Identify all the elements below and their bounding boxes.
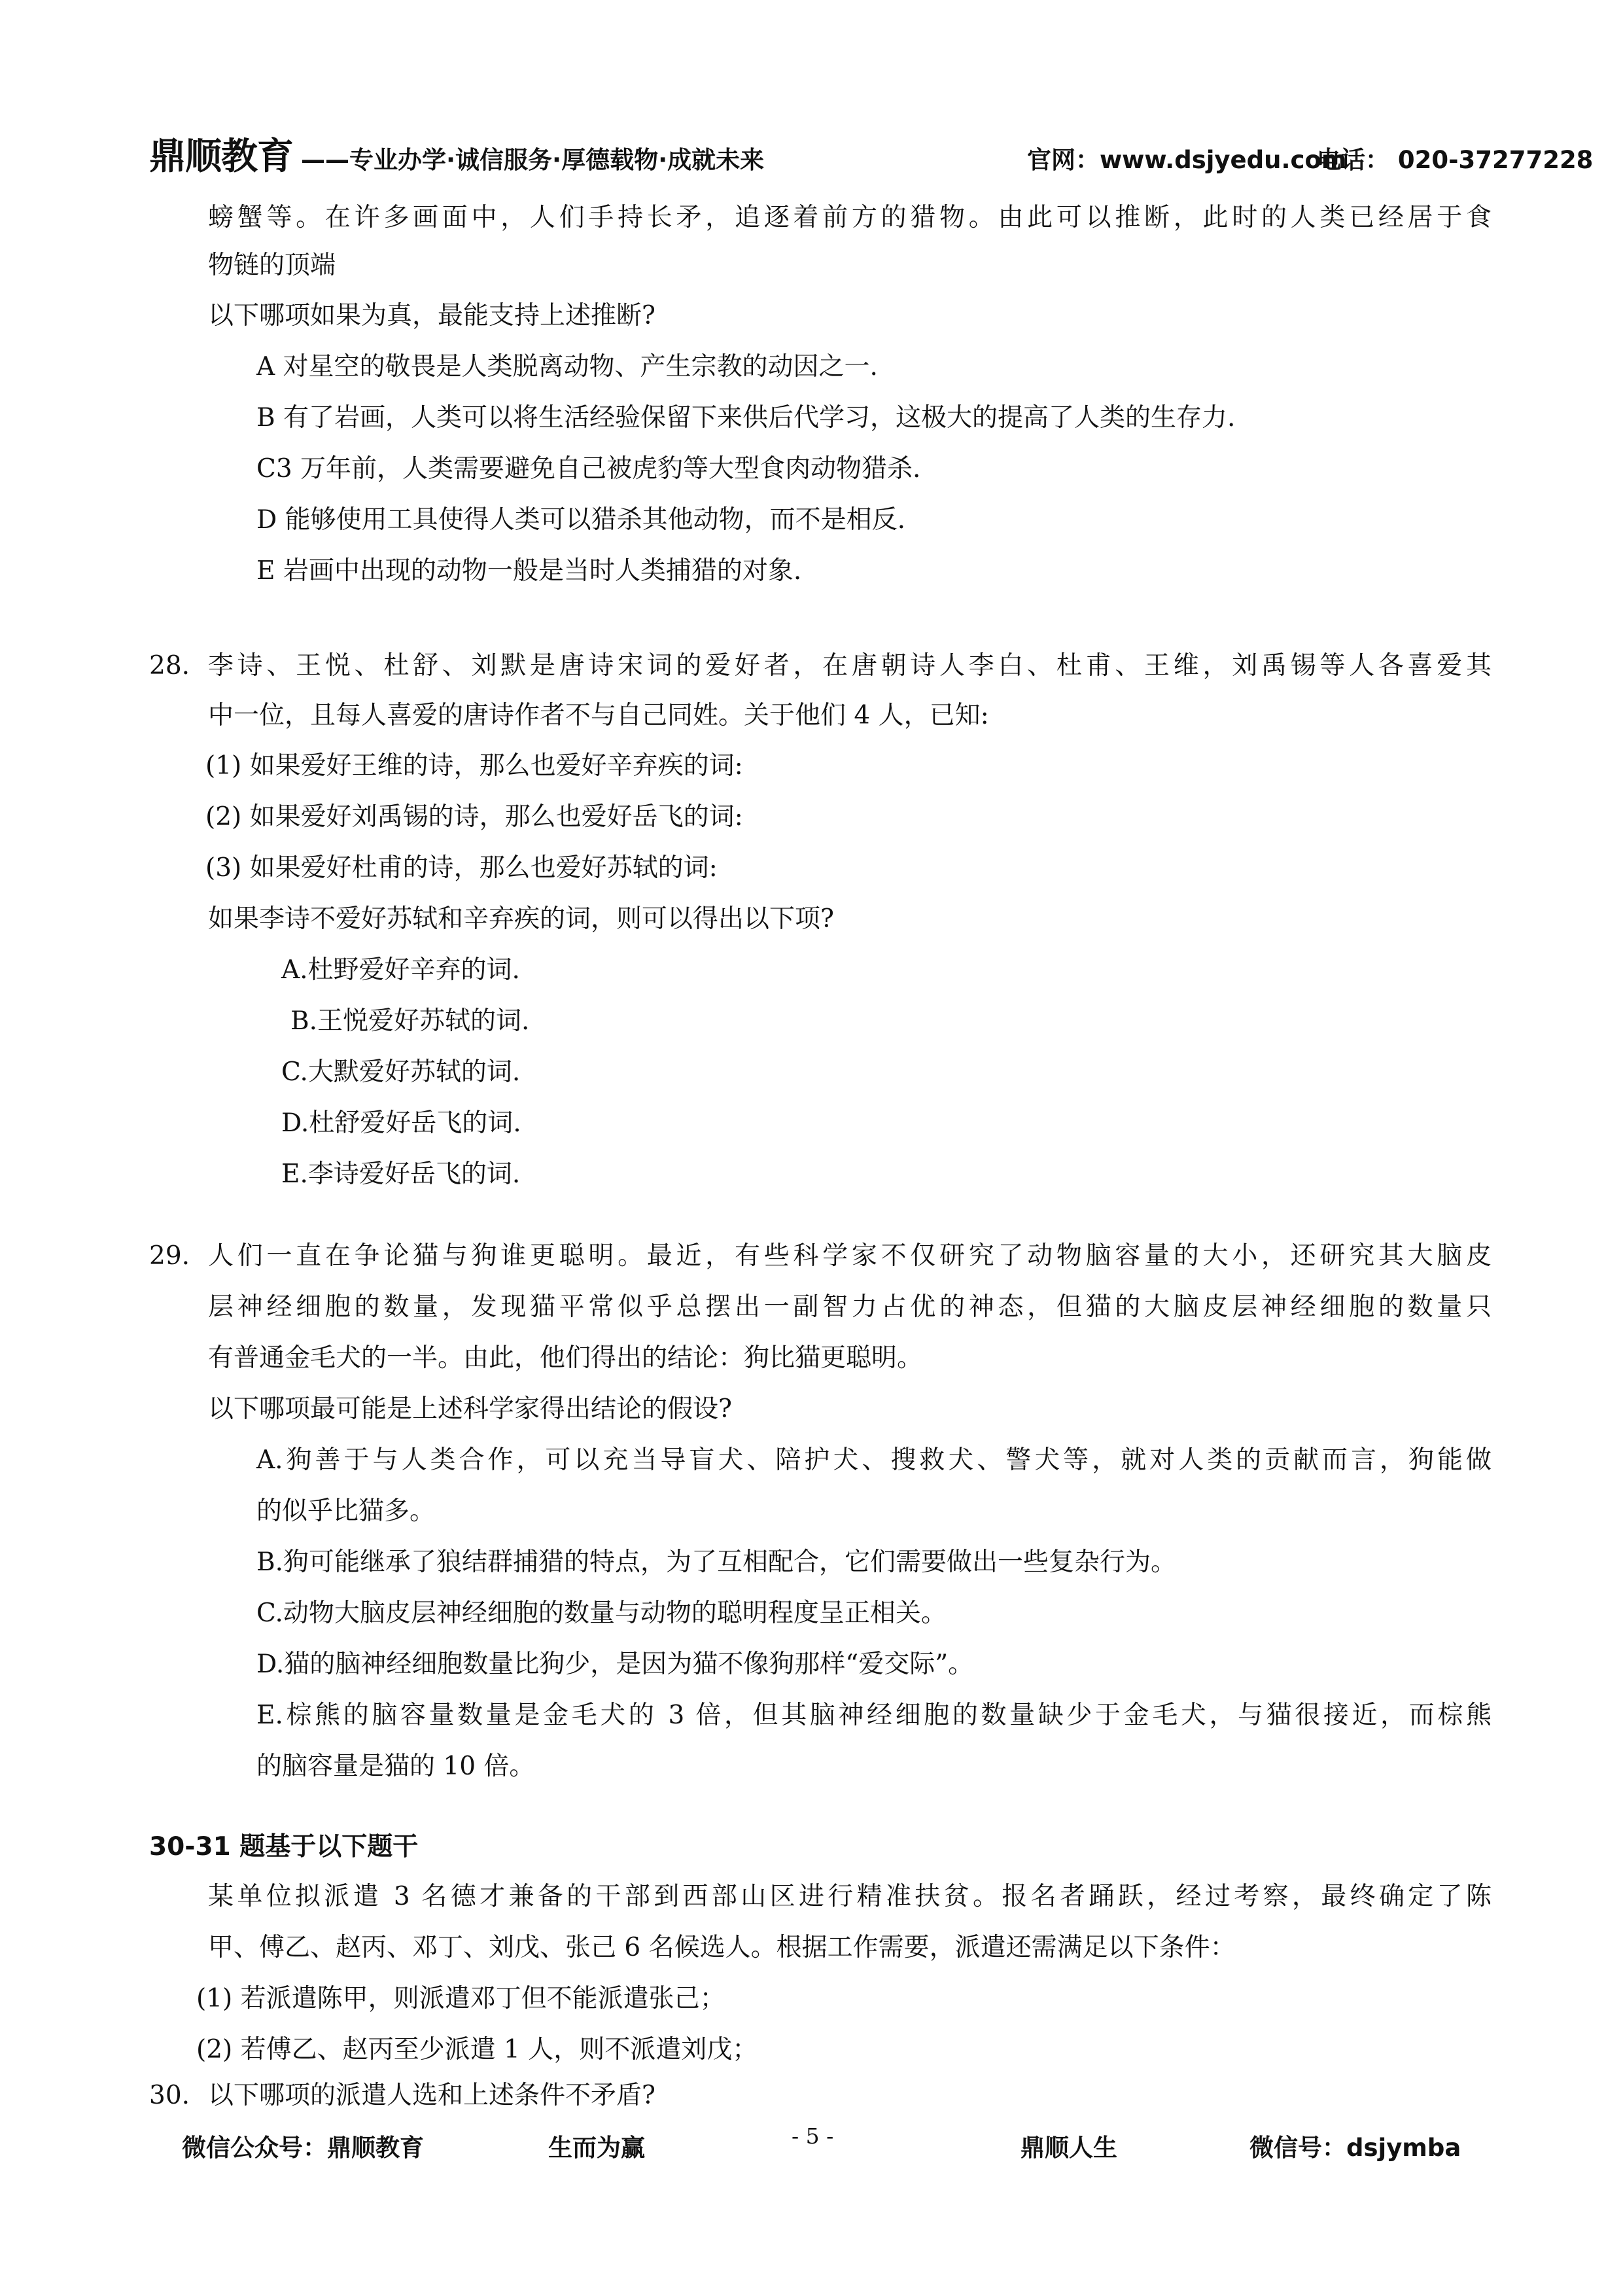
q28-text-line2: 中一位，且每人喜爱的唐诗作者不与自己同姓。关于他们 4 人，已知: — [208, 701, 989, 730]
q28-option-c: C.大默爱好苏轼的词. — [281, 1057, 521, 1087]
q28-option-b: B.王悦爱好苏轼的词. — [290, 1006, 530, 1036]
q28-number: 28. — [149, 651, 190, 680]
q29-text-line2: 层神经细胞的数量，发现猫平常似乎总摆出一副智力占优的神态，但猫的大脑皮层神经细胞的数量只 — [208, 1292, 1492, 1322]
q30-prompt: 以下哪项的派遣人选和上述条件不矛盾? — [208, 2081, 655, 2110]
q28-condition-3: (3) 如果爱好杜甫的诗，那么也爱好苏轼的词: — [205, 853, 718, 883]
q28-prompt: 如果李诗不爱好苏轼和辛弃疾的词，则可以得出以下项? — [208, 904, 834, 934]
q28-option-e: E.李诗爱好岳飞的词. — [281, 1159, 521, 1189]
q27-option-b: B 有了岩画，人类可以将生活经验保留下来供后代学习，这极大的提高了人类的生存力. — [256, 403, 1236, 433]
q27-option-d: D 能够使用工具使得人类可以猎杀其他动物，而不是相反. — [256, 505, 906, 535]
q29-option-a-line2: 的似乎比猫多。 — [256, 1496, 436, 1526]
q28-condition-2: (2) 如果爱好刘禹锡的诗，那么也爱好岳飞的词: — [205, 802, 743, 832]
q29-number: 29. — [149, 1241, 190, 1271]
website-link[interactable]: 官网：www.dsjyedu.com — [1027, 146, 1347, 174]
q28-text-line1: 李诗、王悦、杜舒、刘默是唐诗宋词的爱好者，在唐朝诗人李白、杜甫、王维，刘禹锡等人各喜爱其 — [208, 651, 1492, 680]
q30-31-condition-2: (2) 若傅乙、赵丙至少派遣 1 人，则不派遣刘戊； — [196, 2035, 758, 2064]
q29-option-e-line2: 的脑容量是猫的 10 倍。 — [256, 1752, 535, 1781]
q29-text-line1: 人们一直在争论猫与狗谁更聪明。最近，有些科学家不仅研究了动物脑容量的大小，还研究其大脑皮 — [208, 1241, 1492, 1271]
page-number: - 5 - — [792, 2123, 834, 2149]
q27-text-line1: 螃蟹等。在许多画面中，人们手持长矛，追逐着前方的猎物。由此可以推断，此时的人类已经居于食 — [208, 203, 1492, 232]
footer-wechat-public: 微信公众号：鼎顺教育 — [182, 2134, 424, 2162]
page-header — [149, 134, 1594, 180]
phone-number: 电话： 020-37277228 — [1317, 146, 1594, 174]
q27-option-a: A 对星空的敬畏是人类脱离动物、产生宗教的动因之一. — [256, 352, 878, 381]
brand-name: 鼎顺教育 — [149, 135, 293, 178]
q29-option-a-line1: A.狗善于与人类合作，可以充当导盲犬、陪护犬、搜救犬、警犬等，就对人类的贡献而言，狗能做 — [256, 1445, 1492, 1475]
q29-prompt: 以下哪项最可能是上述科学家得出结论的假设? — [208, 1394, 732, 1424]
footer-life: 鼎顺人生 — [1021, 2134, 1117, 2162]
q27-text-line2: 物链的顶端 — [208, 251, 336, 280]
q29-option-c: C.动物大脑皮层神经细胞的数量与动物的聪明程度呈正相关。 — [256, 1598, 947, 1628]
q28-condition-1: (1) 如果爱好王维的诗，那么也爱好辛弃疾的词: — [205, 751, 743, 781]
q29-text-line3: 有普通金毛犬的一半。由此，他们得出的结论：狗比猫更聪明。 — [208, 1343, 923, 1373]
q29-option-e-line1: E.棕熊的脑容量数量是金毛犬的 3 倍，但其脑神经细胞的数量缺少于金毛犬，与猫很接近，而棕熊 — [256, 1701, 1492, 1730]
q28-option-d: D.杜舒爱好岳飞的词. — [281, 1108, 521, 1138]
footer-wechat-id: 微信号：dsjymba — [1249, 2134, 1461, 2162]
q30-31-text-line2: 甲、傅乙、赵丙、邓丁、刘戊、张己 6 名候选人。根据工作需要，派遣还需满足以下条件： — [208, 1933, 1236, 1962]
q28-option-a: A.杜野爱好辛弃的词. — [281, 955, 520, 985]
footer-motto: 生而为赢 — [548, 2134, 645, 2162]
q29-option-d: D.猫的脑神经细胞数量比狗少，是因为猫不像狗那样“爱交际”。 — [256, 1650, 974, 1679]
brand-slogan: ——专业办学·诚信服务·厚德载物·成就未来 — [301, 146, 765, 174]
q29-option-b: B.狗可能继承了狼结群捕猎的特点，为了互相配合，它们需要做出一些复杂行为。 — [256, 1547, 1177, 1577]
q30-number: 30. — [149, 2081, 190, 2110]
q27-prompt: 以下哪项如果为真，最能支持上述推断? — [208, 301, 655, 330]
q27-option-c: C3 万年前，人类需要避免自己被虎豹等大型食肉动物猎杀. — [256, 454, 921, 484]
q30-31-heading: 30-31 题基于以下题干 — [149, 1832, 419, 1862]
q30-31-condition-1: (1) 若派遣陈甲，则派遣邓丁但不能派遣张己； — [196, 1984, 725, 2013]
q30-31-text-line1: 某单位拟派遣 3 名德才兼备的干部到西部山区进行精准扶贫。报名者踊跃，经过考察，最终确定了陈 — [208, 1882, 1492, 1911]
q27-option-e: E 岩画中出现的动物一般是当时人类捕猎的对象. — [256, 556, 802, 586]
